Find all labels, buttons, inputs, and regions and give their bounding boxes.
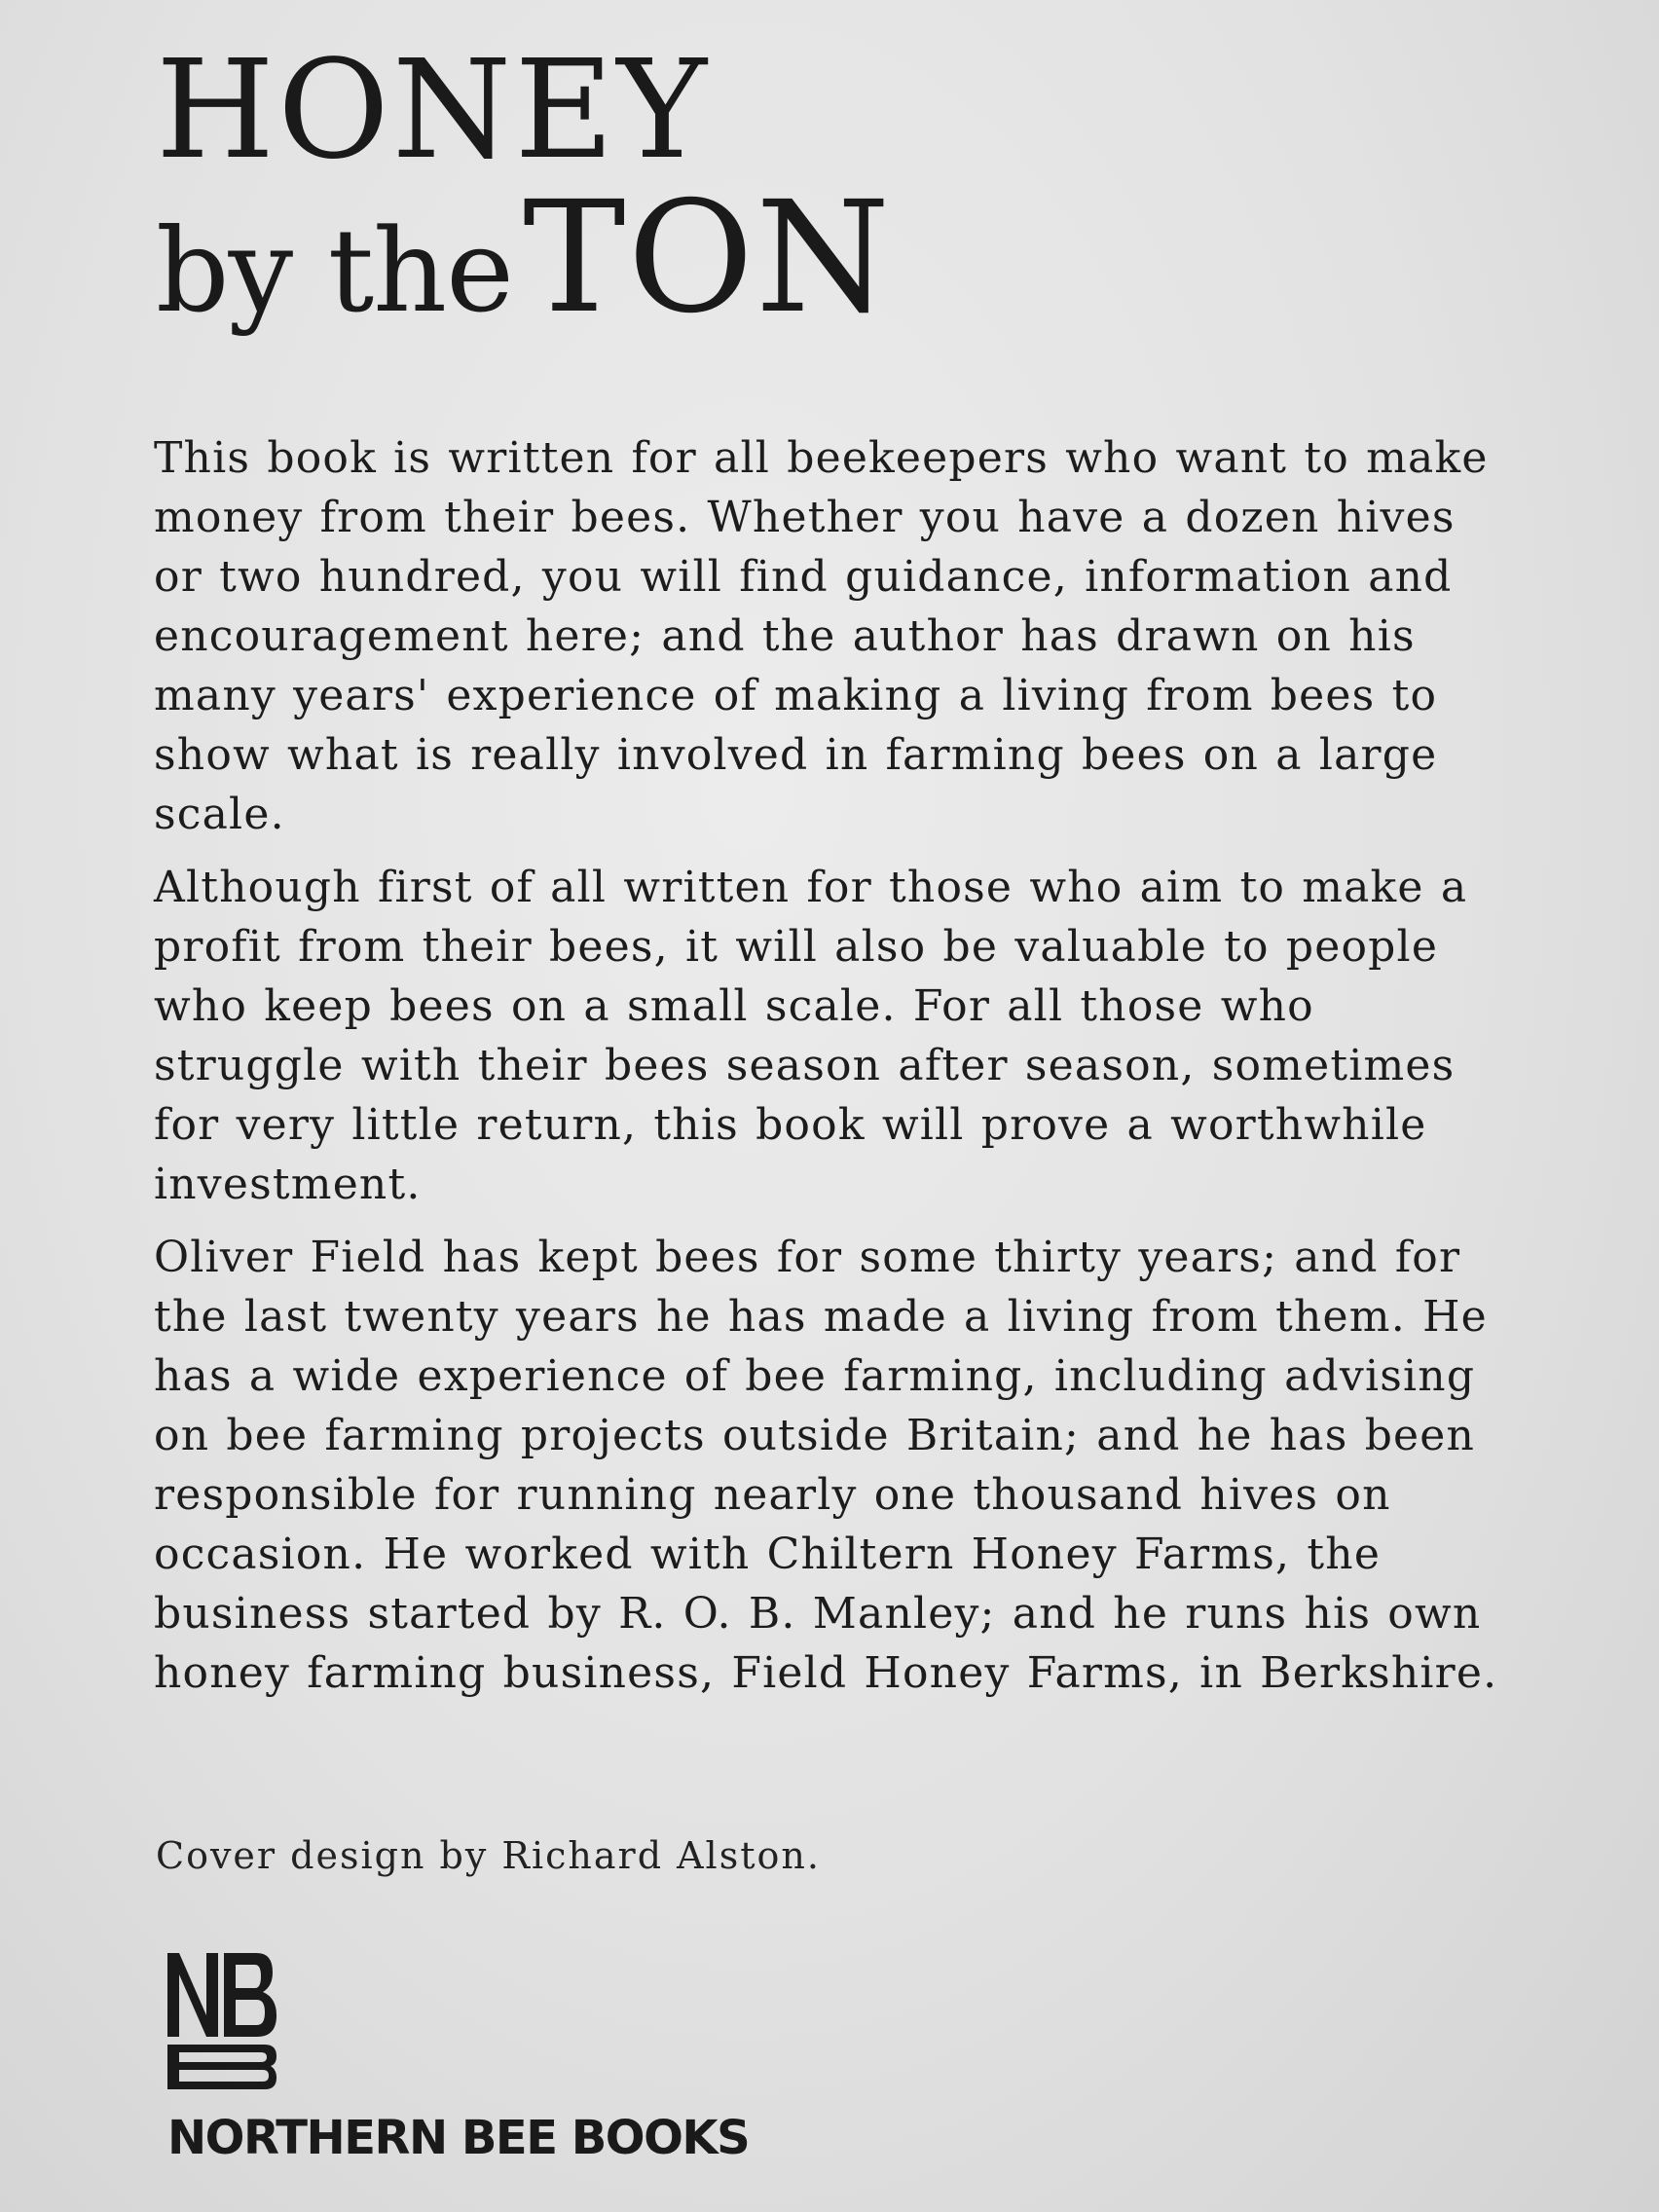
blurb-paragraph-1: This book is written for all beekeepers who want to make money from their bees. Whether you have a dozen hives or two hundred, you will find guidance, information and encouragement here; and the author has drawn on his many years' experience of making a living from bees to show what is really involved in farming bees on a large scale.	[154, 433, 1489, 839]
title-honey: HONEY	[156, 31, 710, 190]
book-title	[156, 31, 893, 348]
blurb-paragraph-3: Oliver Field has kept bees for some thirty years; and for the last twenty years he has made a living from them. He has a wide experience of bee farming, including advising on bee farming projects outside Britain; and he has been responsible for running nearly one thousand hives on occasion. He worked with Chiltern Honey Farms, the business started by R. O. B. Manley; and he runs his own honey farming business, Field Honey Farms, in Berkshire.	[154, 1233, 1498, 1698]
title-line-two	[156, 168, 893, 348]
publisher-name: NORTHERN BEE BOOKS	[167, 2111, 750, 2165]
title-by-the: by the	[156, 203, 513, 338]
title-ton: TON	[523, 168, 893, 348]
blurb	[154, 428, 1517, 1716]
cover-credit: Cover design by Richard Alston.	[156, 1834, 821, 1877]
publisher-logo-icon	[164, 1947, 280, 2091]
blurb-paragraph-2: Although first of all written for those who aim to make a profit from their bees, it will also be valuable to people who keep bees on a small scale. For all those who struggle with their bees season after season, sometimes for very little return, this book will prove a worthwhile investment.	[154, 863, 1468, 1209]
